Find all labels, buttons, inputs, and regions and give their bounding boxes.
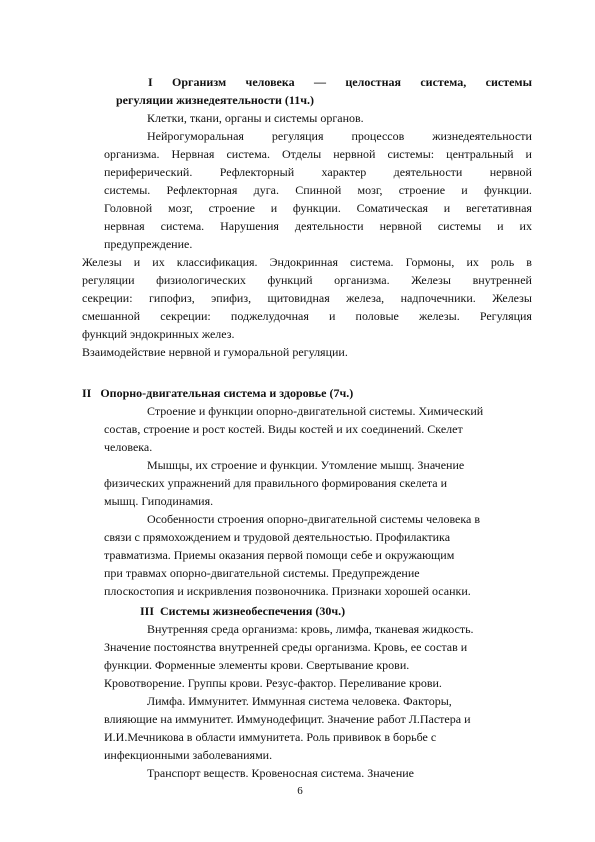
word: периферический. (104, 165, 193, 179)
word: и (270, 201, 278, 215)
word: Гормоны, (405, 255, 455, 269)
heading-word: — (314, 75, 326, 89)
paragraph-line: физических упражнений для правильного формирования скелета и (104, 476, 448, 490)
word: внутренней (472, 273, 532, 287)
paragraph-line: Значение постоянства внутренней среды организма. Кровь, ее состав и (104, 640, 468, 654)
word: нервной (489, 165, 532, 179)
paragraph-line: Транспорт веществ. Кровеносная система. Значение (147, 766, 415, 780)
word: и (133, 255, 141, 269)
word: железы. (418, 309, 460, 323)
word: их (152, 255, 165, 269)
word: и (443, 201, 451, 215)
heading-word: целостная (345, 75, 401, 89)
word: смешанной (82, 309, 141, 323)
word: характер (321, 165, 367, 179)
word: вегетативная (465, 201, 532, 215)
word: система. (350, 255, 394, 269)
word: организма. (334, 273, 390, 287)
paragraph-line: травматизма. Приемы оказания первой помощи себе и окружающим (104, 548, 455, 562)
word: Отделы (281, 147, 322, 161)
word: их (519, 219, 532, 233)
word: нервной (333, 147, 376, 161)
paragraph-line: связи с прямохождением и трудовой деятельностью. Профилактика (104, 530, 451, 544)
word: и (497, 219, 504, 233)
paragraph-line: И.И.Мечникова в области иммунитета. Роль прививок в борьбе с (104, 730, 437, 744)
word: процессов (351, 129, 405, 143)
word: система. (160, 219, 205, 233)
word: физиологических (156, 273, 246, 287)
word: Спинной (295, 183, 342, 197)
heading-word: система, (420, 75, 467, 89)
paragraph-line (104, 219, 532, 233)
paragraph-line (82, 309, 532, 323)
word: строение (398, 183, 446, 197)
word: система. (226, 147, 270, 161)
paragraph-line: инфекционными заболеваниями. (104, 748, 273, 762)
word: секреции: (160, 309, 211, 323)
paragraph-line: плоскостопия и искривления позвоночника. Признаки хорошей осанки. (104, 584, 471, 598)
word: железа, (346, 291, 385, 305)
word: надпочечники. (400, 291, 476, 305)
section-numeral: III (140, 604, 155, 618)
paragraph-line: Клетки, ткани, органы и системы органов. (147, 111, 364, 125)
paragraph-line: Взаимодействие нервной и гуморальной регуляции. (82, 345, 348, 359)
word: жизнедеятельности (432, 129, 532, 143)
paragraph-line (104, 201, 532, 215)
word: Эндокринная (269, 255, 338, 269)
paragraph-line: Лимфа. Иммунитет. Иммунная система человека. Факторы, (147, 694, 452, 708)
paragraph-line: функции. Форменные элементы крови. Свертывание крови. (104, 658, 410, 672)
word: секреции: (82, 291, 133, 305)
section-numeral: II (82, 386, 92, 400)
paragraph-line: состав, строение и рост костей. Виды костей и их соединений. Скелет (104, 422, 463, 436)
section-heading-2 (82, 386, 353, 400)
word: Соматическая (356, 201, 429, 215)
word: половые (355, 309, 399, 323)
section-numeral: I (148, 75, 153, 89)
word: регуляции (82, 273, 135, 287)
word: поджелудочная (230, 309, 309, 323)
paragraph-line: Особенности строения опорно-двигательной системы человека в (147, 512, 481, 526)
word: и (329, 309, 336, 323)
paragraph-line: мышц. Гиподинамия. (104, 494, 214, 508)
word: в (526, 255, 532, 269)
page-number: 6 (297, 785, 303, 797)
paragraph-line (104, 147, 532, 161)
section-heading-1-line-1 (148, 75, 532, 89)
word: дуга. (253, 183, 279, 197)
word: системы. (104, 183, 151, 197)
heading-word: системы (485, 75, 532, 89)
word: нервная (104, 219, 145, 233)
word: и (525, 147, 532, 161)
heading-word: человека (245, 75, 295, 89)
word: деятельности (393, 165, 463, 179)
word: функции. (292, 201, 341, 215)
paragraph-line: влияющие на иммунитет. Иммунодефицит. Значение работ Л.Пастера и (104, 712, 471, 726)
section-heading-3 (140, 604, 345, 618)
paragraph-line: Строение и функции опорно-двигательной системы. Химический (147, 404, 484, 418)
paragraph-line: предупреждение. (104, 237, 193, 251)
paragraph-line: Внутренняя среда организма: кровь, лимфа, тканевая жидкость. (147, 622, 474, 636)
word: функции. (483, 183, 532, 197)
paragraph-line (82, 273, 532, 287)
word: центральный (446, 147, 514, 161)
paragraph-line: Мышцы, их строение и функции. Утомление мышц. Значение (147, 458, 465, 472)
word: деятельности (294, 219, 364, 233)
word: регуляция (271, 129, 324, 143)
word: и (461, 183, 468, 197)
paragraph-line: при травмах опорно-двигательной системы. Предупреждение (104, 566, 420, 580)
section-title: Системы жизнеобеспечения (30ч.) (160, 604, 346, 618)
word: роль (490, 255, 515, 269)
word: классификация. (176, 255, 258, 269)
word: щитовидная (267, 291, 330, 305)
section-title: Опорно-двигательная система и здоровье (7ч.) (100, 386, 354, 400)
paragraph-line: Кровотворение. Группы крови. Резус-фактор. Переливание крови. (104, 676, 442, 690)
word: Железы (492, 291, 532, 305)
word: гипофиз, (149, 291, 195, 305)
word: Нервная (171, 147, 215, 161)
paragraph-line (104, 183, 532, 197)
word: Головной (104, 201, 153, 215)
word: Рефлекторный (219, 165, 295, 179)
paragraph-line (82, 291, 532, 305)
paragraph-line: человека. (104, 440, 153, 454)
word: организма. (104, 147, 160, 161)
paragraph-line: функций эндокринных желез. (82, 327, 235, 341)
word: мозг, (167, 201, 193, 215)
word: их (466, 255, 479, 269)
word: Рефлекторная (166, 183, 238, 197)
paragraph-line (82, 255, 532, 269)
paragraph-line (147, 129, 532, 143)
word: функций (267, 273, 313, 287)
word: Регуляция (479, 309, 532, 323)
word: мозг, (357, 183, 383, 197)
heading-word: Организм (172, 75, 227, 89)
word: Железы (82, 255, 122, 269)
word: нервной (379, 219, 422, 233)
word: строение (208, 201, 255, 215)
section-heading-1-line-2: регуляции жизнедеятельности (11ч.) (116, 93, 314, 107)
word: системы (437, 219, 482, 233)
word: эпифиз, (211, 291, 252, 305)
word: системы: (387, 147, 435, 161)
word: Железы (411, 273, 451, 287)
word: Нарушения (220, 219, 279, 233)
word: Нейрогуморальная (147, 129, 244, 143)
paragraph-line (104, 165, 532, 179)
